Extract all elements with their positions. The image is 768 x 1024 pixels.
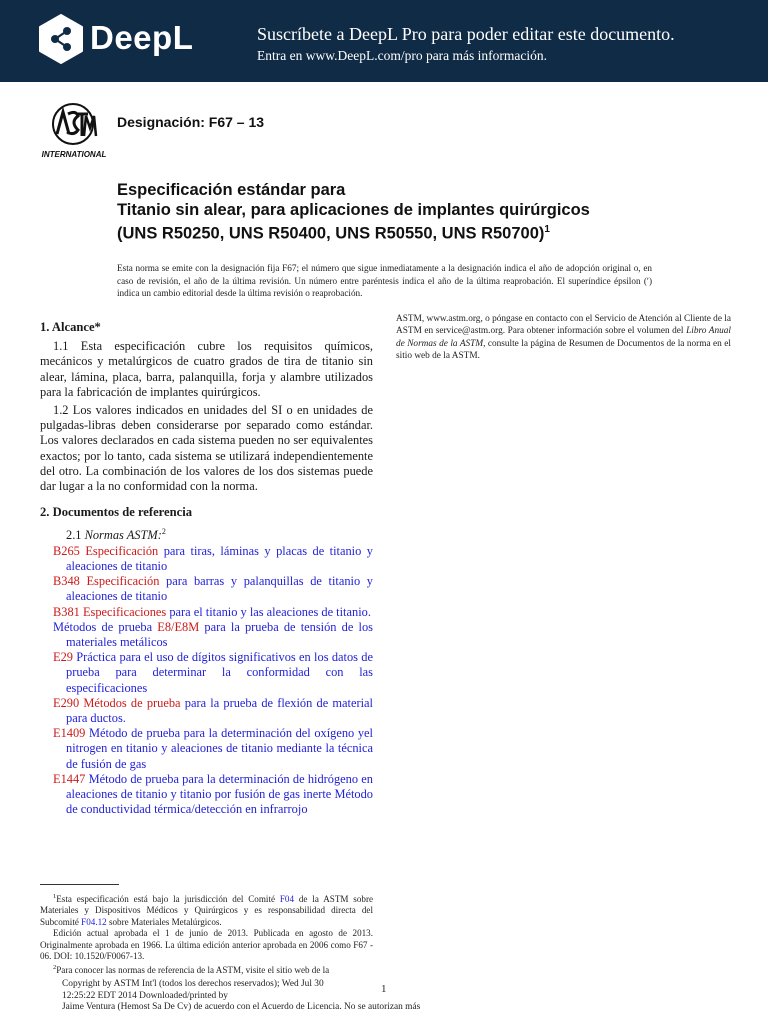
reference-text[interactable]: para la prueba de flexión de material para ductos. [66,695,374,725]
copyright-line-1: Copyright by ASTM Int'l (todos los derechos reservados); Wed Jul 30 [62,979,324,989]
reference-item[interactable] [53,696,373,726]
deepl-logo-text: DeepL [90,19,194,56]
reference-item[interactable] [53,574,373,604]
astm-logo [40,100,110,160]
left-column [40,320,373,817]
subsection-footnote-marker: 2 [161,527,166,537]
footnote-2-marker: 2 [53,964,57,972]
document-title [117,180,677,244]
reference-kind[interactable]: Métodos de prueba [83,695,181,710]
reference-kind[interactable]: Especificación [85,543,159,558]
reference-item[interactable] [53,650,373,696]
copyright-line-2: 12:25:22 EDT 2014 Downloaded/printed by [62,990,228,1001]
footnotes [40,891,373,977]
footnote-1-text-a: Esta especificación está bajo la jurisdicción del Comité [56,894,280,905]
designation: Designación: F67 – 13 [117,114,265,130]
banner-subtitle: Entra en www.DeepL.com/pro para más información. [257,48,548,63]
subsection-label-italic: Normas ASTM: [84,528,162,543]
right-column-text-1: ASTM, www.astm.org, o póngase en contacto con el Servicio de Atención al Cliente de la ASTM en service@astm.org. Para obtener información sobre el volumen del [396,314,731,337]
reference-code[interactable]: E290 [53,695,80,710]
reference-code[interactable]: E8/E8M [157,619,200,634]
section-heading-scope: 1. Alcance* [40,320,101,334]
footnote-link-f04[interactable]: F04 [279,894,295,905]
reference-text[interactable]: Método de prueba para la determinación de hidrógeno en aleaciones de titanio y titanio por fusión de gas inerte Método de conductividad térmica/detección en infrarrojo [66,771,373,817]
footnote-1 [40,891,373,928]
right-column-italic: Libro Anual de Normas de la ASTM [396,326,731,349]
footnote-divider [40,884,119,885]
reference-kind[interactable]: Especificación [86,574,160,589]
reference-item[interactable] [53,772,373,818]
footnote-2-text: Para conocer las normas de referencia de la ASTM, visite el sitio web de la [56,965,330,976]
banner-title: Suscríbete a DeepL Pro para poder editar este documento. [257,24,675,44]
footnote-1-marker: 1 [53,893,57,900]
copyright-line-3: Jaime Ventura (Hemost Sa De Cv) de acuerdo con el Acuerdo de Licencia. No se autorizan más [62,1002,421,1013]
footnote-1-text-b: de la ASTM sobre Materiales y Dispositivos Médicos y Quirúrgicos y es responsabilidad directa del Subcomité [40,894,374,927]
astm-logo-text: INTERNATIONAL [41,150,107,159]
title-line-2: Titanio sin alear, para aplicaciones de implantes quirúrgicos [117,201,590,219]
title-line-1: Especificación estándar para [117,181,346,199]
reference-code[interactable]: E29 [53,650,73,665]
deepl-banner[interactable] [0,0,768,82]
reference-code[interactable]: E1447 [53,771,86,786]
subsection-label: 2.1 [66,528,85,543]
reference-kind[interactable]: Especificaciones [82,604,167,619]
reference-item[interactable] [53,605,373,620]
title-footnote-marker: 1 [544,224,550,235]
paragraph-1-1: 1.1 Esta especificación cubre los requisitos químicos, mecánicos y metalúrgicos de cuatro grados de tira de titanio sin alear, lámina, placa, barra, palanquilla, forja y alambre utilizados para la fabricación de implantes quirúrgicos. [40,339,373,399]
reference-text[interactable]: Método de prueba para la determinación del oxígeno yel nitrogen en titanio y aleaciones de titanio mediante la técnica de fusión de gas [66,726,373,771]
subsection-astm-standards [53,524,373,543]
reference-code[interactable]: B348 [53,574,80,589]
reference-code[interactable]: B381 [53,604,80,619]
page-number: 1 [381,983,387,995]
reference-prefix[interactable]: Métodos de prueba [53,619,158,634]
footnote-edition: Edición actual aprobada el 1 de junio de 2013. Publicada en agosto de 2013. Originalmente aprobada en 1966. La última edición anterior aprobada en 2006 como F67 - 06. DOI: 10.1520/F0067-13. [40,928,373,962]
paragraph-1-2: 1.2 Los valores indicados en unidades del SI o en unidades de pulgadas-libras deben considerarse por separado como estándar. Los valores declarados en cada sistema pueden no ser equivalentes exactos; por lo tanto, cada sistema se utilizará independientemente del otro. La combinación de los valores de los dos sistemas puede dar lugar a la no conformidad con la norma. [40,403,373,494]
reference-text[interactable]: para el titanio y las aleaciones de titanio. [166,604,371,619]
reference-item[interactable] [53,726,373,772]
reference-item[interactable] [53,620,373,650]
right-column [396,313,731,363]
reference-text[interactable]: Práctica para el uso de dígitos significativos en los datos de prueba para determinar la conformidad con las especificaciones [66,650,373,695]
issue-note: Esta norma se emite con la designación fija F67; el número que sigue inmediatamente a la designación indica el año de adopción original o, en caso de revisión, el año de la última revisión. Un número entre paréntesis indica el año de la última reaprobación. El superíndice épsilon (ʹ) indica un cambio editorial desde la última revisión o reaprobación. [117,263,652,298]
reference-text[interactable]: para barras y palanquillas de titanio y aleaciones de titanio [66,574,373,604]
reference-code[interactable]: E1409 [53,726,86,741]
reference-item[interactable] [53,544,373,574]
right-column-text-2: , consulte la página de Resumen de Documentos de la norma en el sitio web de la ASTM. [396,338,731,362]
reference-text[interactable]: para la prueba de tensión de los materiales metálicos [66,619,373,649]
title-line-3 [117,220,677,244]
footnote-1-text-c: sobre Materiales Metalúrgicos. [106,916,222,927]
footnote-2 [40,962,373,976]
title-line-3-text: (UNS R50250, UNS R50400, UNS R50550, UNS R50700) [117,224,545,243]
copyright-notice [62,979,452,1014]
reference-text[interactable]: para tiras, láminas y placas de titanio y aleaciones de titanio [66,543,373,573]
footnote-link-f04-12[interactable]: F04.12 [81,916,107,927]
share-network-icon [38,14,84,64]
reference-code[interactable]: B265 [53,543,80,558]
section-heading-references: 2. Documentos de referencia [40,505,193,520]
